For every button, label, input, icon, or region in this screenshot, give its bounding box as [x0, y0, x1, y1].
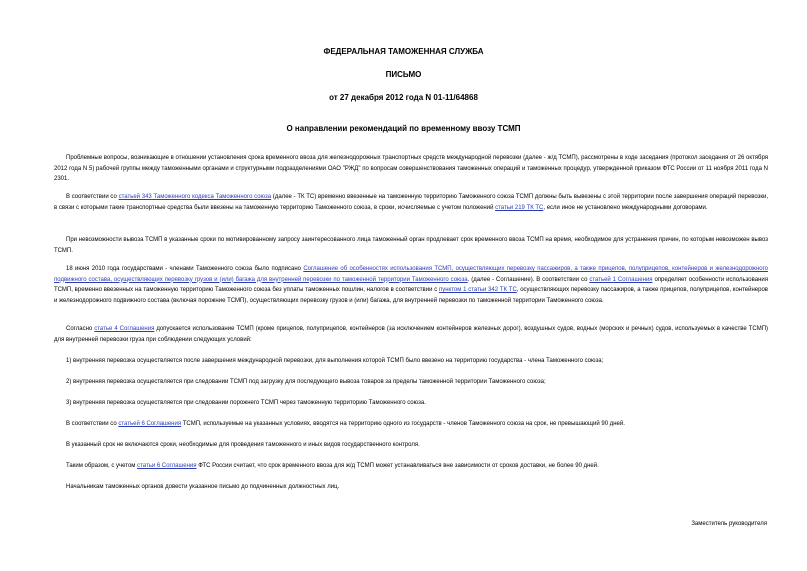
paragraph-1 [54, 153, 768, 185]
paragraph-3-text: При невозможности вывоза ТСМП в указанные сроки по мотивированному запросу заинтересованного лица таможенный орган продлевает срок временного ввоза ТСМП на время, необходимое для устранения причин, по которым невозможен вывоз ТСМП. [54, 237, 768, 254]
paragraph-9 [54, 419, 768, 430]
paragraph-11-text: ФТС России считает, что срок временного ввоза для ж/д ТСМП может устанавливаться вне зависимости от сроков доставки, не более 90 дней. [196, 463, 599, 469]
paragraph-5-text: Согласно [66, 326, 95, 332]
paragraph-condition-3 [54, 398, 768, 409]
paragraph-2 [54, 192, 768, 213]
link-agreement-article-4[interactable]: статье 4 Соглашения [94, 326, 155, 332]
paragraph-11 [54, 461, 768, 472]
paragraph-condition-1 [54, 356, 768, 367]
document-date-number: от 27 декабря 2012 года N 01-11/64868 [329, 93, 478, 102]
paragraph-4-text: определяет особенности использования ТСМП, временно ввезенных на таможенную территорию Таможенного союза без уплаты таможенных пошлин, налогов в соответствии с [54, 276, 768, 293]
link-agreement[interactable]: Соглашение об особенностях использования ТСМП, осуществляющих перевозку пассажиров, а также прицепов, полуприцепов, контейнеров и железнодорожного подвижного состава, осуществляющих перевозку грузов и (или) багажа для внутренней перевозки по таможенной территории Таможенного союза [54, 266, 768, 283]
signature-title: Заместитель руководителя [691, 521, 767, 527]
agency-title: ФЕДЕРАЛЬНАЯ ТАМОЖЕННАЯ СЛУЖБА [323, 47, 484, 56]
paragraph-11-text: Таким образом, с учетом [66, 463, 138, 469]
paragraph-4-text: . (далее - Соглашение). В соответствии со [467, 276, 590, 283]
paragraph-9-text: В соответствии со [66, 421, 119, 427]
document-subject: О направлении рекомендаций по временному ввозу ТСМП [286, 124, 521, 133]
paragraph-1-text: Проблемные вопросы, возникающие в отношении установления срока временного ввоза для железнодорожных транспортных средств международной перевозки (далее - ж/д ТСМП), рассмотрены в ходе заседания (протокол заседания от 26 октября 2012 года N 5) рабочей группы между таможенными органами и структурными подразделениями ОАО "РЖД" по вопросам совершенствования таможенных операций и таможенных процедур, утвержденной приказом ФТС России от 11 ноября 2011 года N 2301. [54, 155, 768, 182]
condition-3-text: 3) внутренняя перевозка осуществляется при следовании порожнего ТСМП через таможенную территорию Таможенного союза. [66, 400, 426, 406]
paragraph-2-text: , если иное не установлено международными договорами. [543, 204, 708, 211]
paragraph-4-text: 18 июня 2010 года государствами - членами Таможенного союза было подписано [66, 266, 304, 272]
document-type: ПИСЬМО [385, 70, 422, 79]
paragraph-12 [54, 482, 768, 493]
condition-2-text: 2) внутренняя перевозка осуществляется при следовании ТСМП под загрузку для последующего вывоза товаров за пределы таможенной территории Таможенного союза; [66, 379, 546, 385]
link-tk-ts-article-342[interactable]: пунктом 1 статьи 342 ТК ТС [438, 287, 517, 293]
link-tk-ts-article-219[interactable]: статьи 219 ТК ТС [495, 204, 544, 211]
paragraph-5-text: допускается использование ТСМП (кроме прицепов, полуприцепов, контейнеров (за исключением контейнеров железных дорог), воздушных судов, водных (морских и речных) судов, используемых в качестве ТСМП) для внутренней перевозки груза при соблюдении следующих условий: [54, 326, 769, 343]
link-tk-ts-article-343[interactable]: статьей 343 Таможенного кодекса Таможенного союза [118, 194, 272, 200]
paragraph-12-text: Начальникам таможенных органов довести указанное письмо до подчиненных должностных лиц. [66, 484, 340, 490]
paragraph-2-text: (далее - ТК ТС) временно ввезенные на таможенную территорию Таможенного союза ТСМП должны быть вывезены с этой территории после завершения операций перевозки, в связи с которыми такие транспортные средства были ввезены на таможенную территорию Таможенного союза, в сроки, исчисляемые с учетом положений [54, 194, 768, 211]
paragraph-5 [54, 324, 768, 345]
condition-1-text: 1) внутренняя перевозка осуществляется после завершения международной перевозки, для выполнения которой ТСМП было ввезено на территорию государства - члена Таможенного союза; [66, 358, 604, 364]
paragraph-9-text: ТСМП, используемые на указанных условиях, вводятся на территорию одного из государств - членов Таможенного союза на срок, не превышающий 90 дней. [181, 421, 625, 427]
link-agreement-article-6-b[interactable]: статьи 6 Соглашения [137, 463, 197, 469]
paragraph-3 [54, 235, 768, 256]
link-agreement-article-6[interactable]: статьей 6 Соглашения [118, 421, 182, 427]
paragraph-10 [54, 440, 768, 451]
paragraph-10-text: В указанный срок не включаются сроки, необходимые для проведения таможенного и иных видов государственного контроля. [66, 442, 420, 448]
paragraph-4 [54, 264, 768, 306]
paragraph-4-text: , осуществляющих перевозку пассажиров, а также прицепов, полуприцепов, контейнеров и железнодорожного подвижного состава (включая порожние ТСМП), осуществляющих перевозку грузов и (или) багажа, для внутренней перевозки по таможенной территории Таможенного союза. [54, 287, 768, 304]
paragraph-2-text: В соответствии со [66, 194, 119, 200]
paragraph-condition-2 [54, 377, 768, 388]
link-agreement-article-1[interactable]: статьей 1 Соглашения [589, 276, 653, 283]
